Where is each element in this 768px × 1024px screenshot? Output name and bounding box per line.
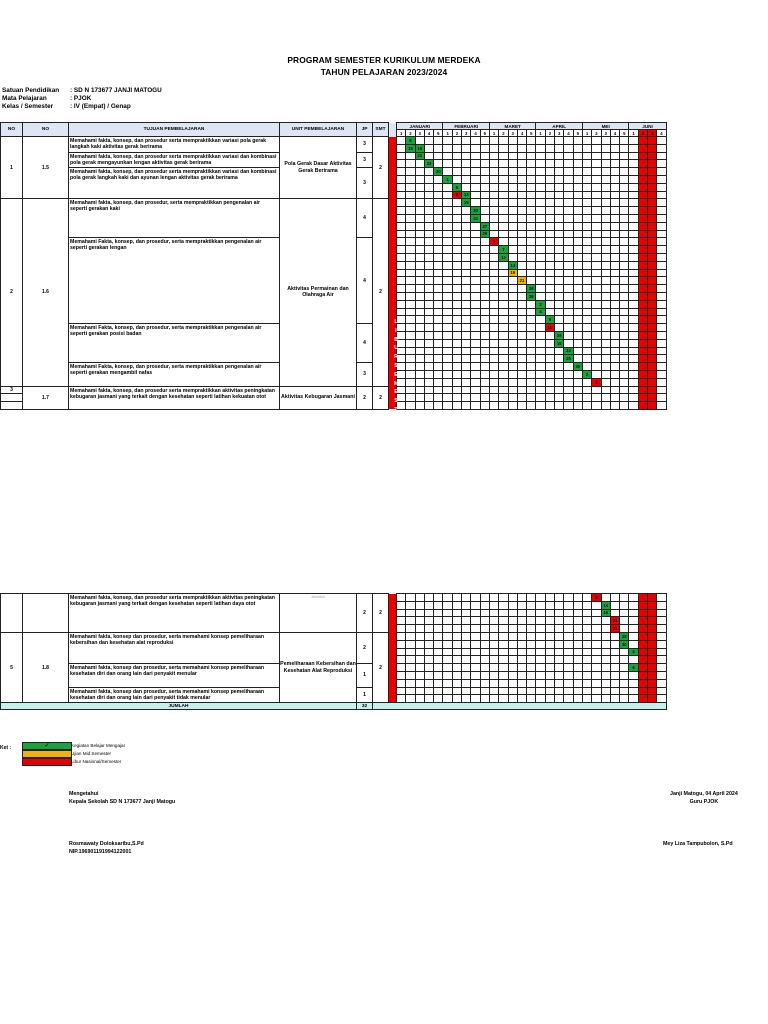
schedule-cell: 15 <box>406 144 415 152</box>
schedule-cell: 16 <box>415 144 424 152</box>
group-code: 1.6 <box>23 199 69 386</box>
holiday-label-left: L I B U R S E M E S T E R <box>393 319 399 431</box>
header-smt: SMT <box>373 123 389 137</box>
legend-label-mid: Ujian Mid Semester <box>71 751 112 756</box>
sign-left-block: Mengetahui Kepala Sekolah SD N 173677 Janji Matogu <box>69 791 176 805</box>
schedule-cell: 14 <box>508 261 517 269</box>
group-no: 2 <box>1 199 23 386</box>
schedule-cell: 29 <box>480 230 489 238</box>
schedule-cell: 21 <box>610 617 619 625</box>
schedule-cell: 16 <box>555 331 564 339</box>
week-12: 2 <box>499 130 508 137</box>
schedule-cell: 22 <box>415 152 424 160</box>
week-16: 1 <box>536 130 545 137</box>
schedule-cell: 22 <box>471 214 480 222</box>
objective-text: Memahami fakta, konsep dan prosedur, serta memahami konsep pemeliharaan kesehatan diri dan orang lain dari penyakit menular <box>69 664 280 687</box>
unit-name: Pemeliharaan Kebersihan dan Kesehatan Alat Reproduksi <box>280 632 357 702</box>
week-19: 4 <box>564 130 573 137</box>
week-26: 1 <box>629 130 638 137</box>
jp-value: 2 <box>357 594 373 633</box>
jp-value: 3 <box>357 168 373 199</box>
smt-value: 2 <box>373 386 389 409</box>
week-22: 2 <box>592 130 601 137</box>
schedule-cell: 1 <box>443 175 452 183</box>
week-13: 3 <box>508 130 517 137</box>
group-code: 1.7 <box>23 386 69 409</box>
week-28: 3 <box>648 130 657 137</box>
schedule-cell: 26 <box>527 285 536 293</box>
total-value: 32 <box>357 703 373 710</box>
smt-value: 2 <box>373 137 389 199</box>
schedule-cell: 30 <box>434 168 443 176</box>
schedule-cell: 2 <box>582 370 591 378</box>
schedule-cell: 12 <box>499 253 508 261</box>
schedule-cell: 8 <box>452 191 461 199</box>
info-subject: Mata Pelajaran : PJOK <box>2 95 92 102</box>
schedule-cell: 21 <box>517 277 526 285</box>
group-no: 5 <box>1 632 23 702</box>
schedule-cell: 4 <box>536 308 545 316</box>
group-no-empty <box>1 402 23 410</box>
objective-text: Memahami Fakta, konsep, dan prosedur, serta mempraktikkan pengenalan air seperti gerakan posisi badan <box>69 324 280 363</box>
jp-value: 2 <box>357 386 373 409</box>
month-2: FEBRUARI <box>443 123 489 130</box>
week-27: 2 <box>638 130 647 137</box>
legend-swatch-libur <box>22 758 72 766</box>
header-no: NO <box>1 123 23 137</box>
week-11: 1 <box>489 130 498 137</box>
check-icon: ✓ <box>44 743 50 749</box>
schedule-cell: 23 <box>610 625 619 633</box>
page-subtitle: TAHUN PELAJARAN 2023/2024 <box>320 67 448 77</box>
schedule-cell: 7 <box>499 246 508 254</box>
week-9: 4 <box>471 130 480 137</box>
smt-value: 2 <box>373 594 389 633</box>
holiday-label-right-cont: 0 2 4 <box>752 601 756 625</box>
week-10: 5 <box>480 130 489 137</box>
month-6: JUNI <box>629 123 666 130</box>
page-title: PROGRAM SEMESTER KURIKULUM MERDEKA <box>287 55 481 65</box>
legend-swatch-mid <box>22 750 72 758</box>
jp-value: 1 <box>357 687 373 703</box>
unit-name: Pola Gerak Dasar Aktivitas Gerak Berirama <box>280 137 357 199</box>
week-5: 5 <box>434 130 443 137</box>
group-no-empty <box>1 394 23 402</box>
header-unit: UNIT PEMBELAJARAN <box>280 123 357 137</box>
objective-text: Memahami Fakta, konsep, dan prosedur, serta mempraktikkan pengenalan air seperti gerakan mengambil nafas <box>69 363 280 386</box>
exam-label-cont: 2 0 2 4 <box>738 596 742 629</box>
schedule-cell: 6 <box>452 183 461 191</box>
legend-label-kbm: Kegiatan Belajar Mengajar <box>71 743 126 748</box>
jp-value: 4 <box>357 238 373 324</box>
week-20: 5 <box>573 130 582 137</box>
smt-value: 2 <box>373 632 389 702</box>
schedule-cell: 8 <box>406 137 415 145</box>
schedule-cell: 27 <box>480 222 489 230</box>
schedule-table-bottom <box>0 593 768 733</box>
schedule-cell: 15 <box>462 199 471 207</box>
schedule-cell: 23 <box>564 347 573 355</box>
exam-label: U J I A N A K H I R S E M E S T E R T . P 2 0 2 3 - 2 0 2 4 <box>737 216 743 478</box>
header-objective: TUJUAN PEMBELAJARAN <box>69 123 280 137</box>
week-8: 3 <box>462 130 471 137</box>
unit-name: Aktivitas Kebugaran Jasmani <box>280 386 357 409</box>
week-7: 2 <box>452 130 461 137</box>
info-class: Kelas / Semester : IV (Empat) / Genap <box>2 103 131 110</box>
week-25: 5 <box>620 130 629 137</box>
schedule-cell: 19 <box>508 269 517 277</box>
week-14: 4 <box>517 130 526 137</box>
objective-text: Memahami fakta, konsep, dan prosedur serta mempraktikkan variasi dan kombinasi pola gerak langkah kaki dan ayunan lengan aktivitas gerak berirama <box>69 168 280 199</box>
unit-name-cont: Jasmani <box>280 594 357 633</box>
legend-title: Ket : <box>0 745 12 751</box>
smt-value: 2 <box>373 199 389 386</box>
school-info <box>2 87 162 111</box>
jp-value: 2 <box>357 632 373 663</box>
week-29: 4 <box>657 130 666 137</box>
schedule-cell: 28 <box>527 292 536 300</box>
jp-value: 3 <box>357 363 373 386</box>
week-6: 1 <box>443 130 452 137</box>
schedule-cell: 11 <box>545 324 554 332</box>
header-jp: JP <box>357 123 373 137</box>
week-24: 4 <box>610 130 619 137</box>
group-no: 1 <box>1 137 23 199</box>
schedule-cell: 18 <box>555 339 564 347</box>
objective-text: Memahami fakta, konsep, dan prosedur serta mempraktikkan aktivitas peningkatan kebugaran jasmani yang terkait dengan kesehatan seperti latihan kekuatan otot <box>69 386 280 409</box>
schedule-cell: 20 <box>471 207 480 215</box>
week-1: 1 <box>397 130 406 137</box>
schedule-cell: 6 <box>629 664 638 672</box>
jp-value: 4 <box>357 324 373 363</box>
schedule-cell: 2 <box>536 300 545 308</box>
group-code: 1.8 <box>23 632 69 702</box>
sign-right-block: Janji Matogu, 04 April 2024 Guru PJOK <box>670 791 738 805</box>
group-no: 3 <box>1 386 23 394</box>
objective-text: Memahami fakta, konsep dan prosedur, serta memahami konsep pemeliharaan kebersihan dan kesehatan alat reproduksi <box>69 632 280 663</box>
schedule-cell: 4 <box>629 648 638 656</box>
program-table <box>0 122 667 410</box>
principal-signature: Rosmawaty Doloksaribu,S.Pd NIP.196901191994122001 <box>69 841 144 855</box>
schedule-cell: 16 <box>601 609 610 617</box>
schedule-cell: 23 <box>424 160 433 168</box>
week-21: 1 <box>582 130 591 137</box>
group-code: 1.5 <box>23 137 69 199</box>
objective-text: Memahami fakta, konsep, dan prosedur serta mempraktikkan variasi pola gerak langkah kaki aktivitas gerak berirama <box>69 137 280 153</box>
objective-text: Memahami fakta, konsep, dan prosedur serta mempraktikkan aktivitas peningkatan kebugaran jasmani yang terkait dengan kesehatan seperti latihan daya otot <box>69 594 280 633</box>
teacher-signature: Mey Liza Tampubolon, S.Pd <box>663 841 733 847</box>
schedule-cell: 5 <box>489 238 498 246</box>
objective-text: Memahami Fakta, konsep, dan prosedur, serta mempraktikkan pengenalan air seperti gerakan lengan <box>69 238 280 324</box>
week-23: 3 <box>601 130 610 137</box>
month-4: APRIL <box>536 123 582 130</box>
unit-name: Aktivitas Permainan dan Olahraga Air <box>280 199 357 386</box>
week-18: 3 <box>555 130 564 137</box>
schedule-cell: 7 <box>592 378 601 386</box>
schedule-table-top <box>0 122 768 484</box>
total-label: JUMLAH <box>1 703 357 710</box>
schedule-cell: 30 <box>573 363 582 371</box>
objective-text: Memahami fakta, konsep, dan prosedur, serta mempraktikkan pengenalan air seperti gerakan kaki <box>69 199 280 238</box>
schedule-cell: 28 <box>620 632 629 640</box>
objective-text: Memahami fakta, konsep, dan prosedur serta mempraktikkan variasi dan kombinasi pola gerak mengayunkan lengan aktivitas gerak berirama <box>69 152 280 168</box>
legend-swatch-kbm <box>22 742 72 750</box>
schedule-cell: 9 <box>592 594 601 602</box>
week-4: 4 <box>424 130 433 137</box>
schedule-cell: 9 <box>545 316 554 324</box>
week-3: 3 <box>415 130 424 137</box>
week-15: 5 <box>527 130 536 137</box>
schedule-cell: 30 <box>620 640 629 648</box>
jp-value: 4 <box>357 199 373 238</box>
holiday-label-right: L I B U R S E M E S T E R T . P 2 0 2 3 - 2 0 2 4 <box>751 241 757 459</box>
schedule-cell: 14 <box>601 601 610 609</box>
info-school: Satuan Pendidikan : SD N 173677 JANJI MATOGU <box>2 87 162 94</box>
legend-label-libur: Libur Nasional/Semester <box>71 759 122 764</box>
month-5: MEI <box>582 123 628 130</box>
schedule-cell: 13 <box>462 191 471 199</box>
objective-text: Memahami fakta, konsep dan prosedur, serta memahami konsep pemeliharaan kesehatan diri dan orang lain dari penyakit tidak menular <box>69 687 280 703</box>
month-3: MARET <box>489 123 535 130</box>
header-no2: NO <box>23 123 69 137</box>
week-2: 2 <box>406 130 415 137</box>
month-1: JANUARI <box>397 123 443 130</box>
jp-value: 3 <box>357 137 373 153</box>
jp-value: 3 <box>357 152 373 168</box>
schedule-cell: 25 <box>564 355 573 363</box>
week-17: 2 <box>545 130 554 137</box>
jp-value: 1 <box>357 664 373 687</box>
